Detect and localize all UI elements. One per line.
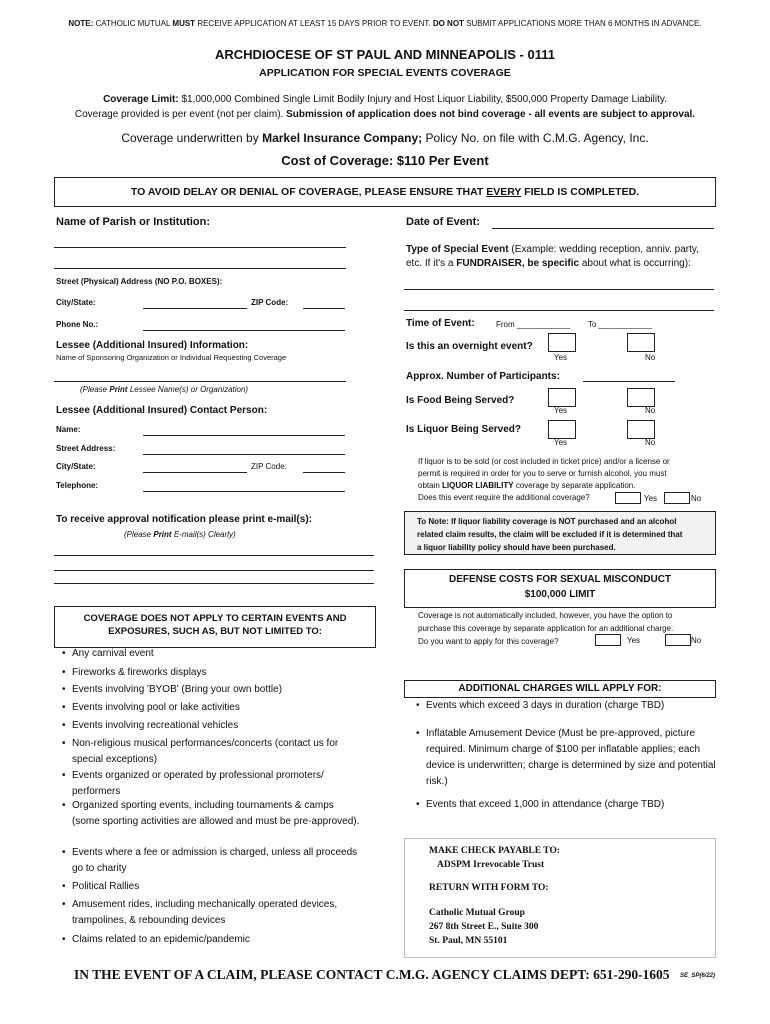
contact-zip-line[interactable]	[303, 472, 345, 473]
liquor-warning-text	[417, 515, 715, 554]
advance-notice	[0, 19, 770, 28]
overnight-yes-checkbox[interactable]	[548, 333, 576, 352]
contact-zip-label: ZIP Code:	[251, 462, 287, 471]
telephone-line[interactable]	[143, 491, 345, 492]
return-with-label: RETURN WITH FORM TO:	[429, 883, 549, 893]
defense-costs-header	[404, 569, 716, 608]
exclusion-text: Fireworks & fireworks displays	[72, 667, 207, 678]
return-address-line-2: 267 8th Street E., Suite 300	[429, 922, 539, 932]
event-type-label: Type of Special Event	[406, 244, 509, 255]
cost-label: Cost of Coverage:	[281, 153, 394, 168]
liquor-note-line-4: Does this event require the additional coverage?	[418, 493, 590, 502]
food-yes-label: Yes	[554, 406, 568, 415]
zip-line[interactable]	[303, 308, 345, 309]
note-must: MUST	[172, 19, 196, 28]
event-type-post: about what is occurring):	[581, 258, 691, 269]
email-hint-bold: Print	[153, 530, 172, 539]
food-no-label: No	[645, 406, 656, 415]
coverage-limit-label: Coverage Limit:	[103, 94, 179, 105]
email-line-1[interactable]	[54, 555, 374, 556]
print-hint-pre: (Please	[80, 385, 108, 394]
email-label: To receive approval notification please print e-mail(s):	[56, 514, 312, 525]
defense-no-label: No	[691, 636, 702, 645]
city-state-line[interactable]	[143, 308, 247, 309]
liquor-addl-no-checkbox[interactable]	[664, 492, 690, 504]
underwritten-post: Policy No. on file with C.M.G. Agency, Inc.	[425, 131, 649, 145]
participants-label: Approx. Number of Participants:	[406, 371, 560, 382]
parish-label: Name of Parish or Institution:	[56, 216, 211, 228]
return-address-line-1: Catholic Mutual Group	[429, 908, 525, 918]
lessee-sub: Name of Sponsoring Organization or Individual Requesting Coverage	[56, 353, 287, 362]
exclusions-title-2: EXPOSURES, SUCH AS, BUT NOT LIMITED TO:	[108, 626, 322, 637]
defense-text-line-1: Coverage is not automatically included, however, you have the option to	[418, 611, 673, 620]
warning-box	[54, 177, 716, 207]
defense-title: DEFENSE COSTS FOR SEXUAL MISCONDUCT	[448, 574, 672, 585]
bullet-icon: •	[416, 728, 420, 739]
email-hint-post: E-mail(s) Clearly)	[173, 530, 236, 539]
return-address-line-3: St. Paul, MN 55101	[429, 936, 508, 946]
bullet-icon: •	[416, 700, 420, 711]
submission-note: Submission of application does not bind coverage - all events are subject to approval.	[286, 109, 696, 120]
exclusion-text: Political Rallies	[72, 881, 140, 892]
check-payee: ADSPM Irrevocable Trust	[437, 860, 545, 870]
bullet-icon: •	[62, 738, 66, 749]
phone-label: Phone No.:	[56, 320, 99, 329]
coverage-terms	[0, 109, 770, 120]
bullet-icon: •	[416, 799, 420, 810]
liquor-label: Is Liquor Being Served?	[406, 424, 522, 435]
exclusion-text: Events organized or operated by professional promoters/ performers	[72, 770, 324, 797]
contact-street-label: Street Address:	[56, 444, 116, 453]
event-type-line-2[interactable]	[404, 310, 714, 311]
note-prefix: NOTE:	[68, 19, 94, 28]
bullet-icon: •	[62, 648, 66, 659]
note-text-2: RECEIVE APPLICATION AT LEAST 15 DAYS PRIOR TO EVENT.	[197, 19, 431, 28]
contact-city-line[interactable]	[143, 472, 247, 473]
warning-text	[55, 186, 715, 198]
liquor-yes-label: Yes	[554, 438, 568, 447]
note-text-3: SUBMIT APPLICATIONS MORE THAN 6 MONTHS IN ADVANCE.	[466, 19, 702, 28]
bullet-icon: •	[62, 702, 66, 713]
additional-charges-title: ADDITIONAL CHARGES WILL APPLY FOR:	[458, 683, 662, 694]
underwritten-pre: Coverage underwritten by	[121, 131, 259, 145]
event-date-line[interactable]	[492, 228, 714, 229]
exclusion-text: Amusement rides, including mechanically operated devices, trampolines, & rebounding devices	[72, 899, 338, 926]
bullet-icon: •	[62, 667, 66, 678]
contact-city-label: City/State:	[56, 462, 96, 471]
warning-pre: TO AVOID DELAY OR DENIAL OF COVERAGE, PLEASE ENSURE THAT	[130, 186, 484, 198]
parish-name-line-2[interactable]	[54, 268, 346, 269]
liquor-addl-no-label: No	[691, 494, 702, 503]
exclusion-text: Events involving recreational vehicles	[72, 720, 239, 731]
to-note-line-3: a liquor liability policy should have been purchased.	[417, 543, 616, 552]
exclusions-header	[54, 606, 376, 648]
exclusion-text: Events where a fee or admission is charged, unless all proceeds go to charity	[72, 847, 358, 874]
claims-contact-footer: IN THE EVENT OF A CLAIM, PLEASE CONTACT C.M.G. AGENCY CLAIMS DEPT: 651-290-1605	[74, 967, 670, 982]
contact-name-label: Name:	[56, 425, 81, 434]
exclusion-text: Events involving pool or lake activities	[72, 702, 240, 713]
liquor-note-line-3	[418, 480, 718, 492]
lessee-print-hint	[80, 385, 248, 394]
defense-amount: $100,000 LIMIT	[524, 589, 596, 600]
underwriter-line	[0, 131, 770, 145]
payment-instructions-box	[404, 838, 716, 958]
event-date-label: Date of Event:	[406, 216, 480, 228]
event-time-to[interactable]: To ____________	[588, 320, 653, 329]
exclusion-text: Organized sporting events, including tournaments & camps (some sporting activities are allowed and must be pre-approved).	[72, 800, 360, 827]
bullet-icon: •	[62, 720, 66, 731]
food-yes-checkbox[interactable]	[548, 388, 576, 407]
form-subtitle: APPLICATION FOR SPECIAL EVENTS COVERAGE	[259, 67, 511, 79]
city-state-label: City/State:	[56, 298, 96, 307]
print-hint-post: Lessee Name(s) or Organization)	[129, 385, 249, 394]
bullet-icon: •	[62, 881, 66, 892]
coverage-per-event: Coverage provided is per event (not per claim).	[74, 109, 284, 120]
additional-charge-text: Events that exceed 1,000 in attendance (charge TBD)	[426, 799, 665, 810]
coverage-limit	[0, 94, 770, 105]
contact-street-line[interactable]	[143, 454, 345, 455]
check-payable-label: MAKE CHECK PAYABLE TO:	[429, 846, 561, 856]
event-time-label: Time of Event:	[406, 318, 475, 329]
event-type-description	[406, 243, 716, 271]
contact-name-line[interactable]	[143, 435, 345, 436]
event-type-line-1[interactable]	[404, 289, 714, 290]
underwriter-company: Markel Insurance Company;	[262, 131, 423, 145]
contact-person-label: Lessee (Additional Insured) Contact Person:	[56, 405, 268, 416]
liquor-addl-yes-checkbox[interactable]	[615, 492, 641, 504]
coverage-limit-text: $1,000,000 Combined Single Limit Bodily Injury and Host Liquor Liability, $500,000 Property Damage Liability.	[181, 94, 667, 105]
liquor-note-post: coverage by separate application.	[515, 481, 636, 490]
liquor-note-line-2: permit is required in order for you to serve or furnish alcohol, you must	[418, 469, 667, 478]
liquor-note-bold: LIQUOR LIABILITY	[442, 481, 514, 490]
overnight-label: Is this an overnight event?	[406, 341, 533, 352]
form-title: ARCHDIOCESE OF ST PAUL AND MINNEAPOLIS - 0111	[215, 47, 555, 62]
telephone-label: Telephone:	[56, 481, 99, 490]
cost-value: $110 Per Event	[396, 153, 489, 168]
parish-name-line-1[interactable]	[54, 247, 346, 248]
defense-yes-checkbox[interactable]	[595, 634, 621, 646]
email-line-3[interactable]	[54, 583, 374, 584]
defense-yes-label: Yes	[627, 636, 641, 645]
email-print-hint	[124, 530, 236, 539]
zip-label: ZIP Code:	[251, 298, 289, 307]
overnight-yes-label: Yes	[554, 353, 568, 362]
defense-no-checkbox[interactable]	[665, 634, 691, 646]
overnight-no-label: No	[645, 353, 656, 362]
liquor-no-label: No	[645, 438, 656, 447]
participants-line[interactable]	[583, 381, 675, 382]
food-label: Is Food Being Served?	[406, 395, 515, 406]
bullet-icon: •	[62, 770, 66, 781]
defense-text-line-3: Do you want to apply for this coverage?	[418, 637, 559, 646]
defense-text-line-2: purchase this coverage by separate application for an additional charge.	[418, 624, 674, 633]
warning-every: EVERY	[486, 186, 522, 198]
note-text-1: CATHOLIC MUTUAL	[95, 19, 171, 28]
additional-charge-text: Events which exceed 3 days in duration (charge TBD)	[426, 700, 665, 711]
liquor-note-line-1: If liquor is to be sold (or cost included in ticket price) and/or a license or	[418, 457, 670, 466]
bullet-icon: •	[62, 847, 66, 858]
liquor-no-checkbox[interactable]	[627, 420, 655, 439]
exclusion-text: Claims related to an epidemic/pandemic	[72, 934, 250, 945]
bullet-icon: •	[62, 800, 66, 811]
lessee-label: Lessee (Additional Insured) Information:	[56, 340, 249, 351]
phone-line[interactable]	[143, 330, 345, 331]
food-no-checkbox[interactable]	[627, 388, 655, 407]
overnight-no-checkbox[interactable]	[627, 333, 655, 352]
liquor-warning-box	[404, 511, 716, 555]
liquor-yes-checkbox[interactable]	[548, 420, 576, 439]
exclusion-text: Events involving 'BYOB' (Bring your own bottle)	[72, 684, 283, 695]
lessee-name-line[interactable]	[54, 381, 346, 382]
form-code: SE_SP(6/22)	[680, 973, 716, 979]
note-do-not: DO NOT	[432, 19, 464, 28]
event-time-from[interactable]: From ____________	[496, 320, 571, 329]
exclusion-text: Any carnival event	[72, 648, 154, 659]
additional-charges-header	[404, 680, 716, 698]
to-note-line-2: related claim results, the claim will be excluded if it is determined that	[417, 530, 683, 539]
bullet-icon: •	[62, 899, 66, 910]
exclusion-text: Non-religious musical performances/concerts (contact us for special exceptions)	[72, 738, 339, 765]
street-address-label: Street (Physical) Address (NO P.O. BOXES):	[56, 277, 223, 286]
event-type-example: (Example: wedding reception, anniv. party, etc. If it's a	[406, 244, 699, 269]
additional-charge-text: Inflatable Amusement Device (Must be pre-approved, picture required. Minimum charge of $100 per inflatable applies; each device is underwritten; charge is determined by size and potential risk.)	[426, 728, 716, 787]
warning-post: FIELD IS COMPLETED.	[524, 186, 640, 198]
email-line-2[interactable]	[54, 570, 374, 571]
liquor-addl-yes-label: Yes	[644, 494, 658, 503]
event-type-fundraiser: FUNDRAISER, be specific	[456, 258, 580, 269]
exclusions-title-1: COVERAGE DOES NOT APPLY TO CERTAIN EVENTS AND	[83, 613, 347, 624]
liquor-note-pre: obtain	[418, 481, 440, 490]
cost-of-coverage	[0, 153, 770, 168]
print-hint-bold: Print	[109, 385, 128, 394]
bullet-icon: •	[62, 934, 66, 945]
to-note-line-1: To Note: If liquor liability coverage is NOT purchased and an alcohol	[417, 517, 677, 526]
email-hint-pre: (Please	[124, 530, 152, 539]
bullet-icon: •	[62, 684, 66, 695]
